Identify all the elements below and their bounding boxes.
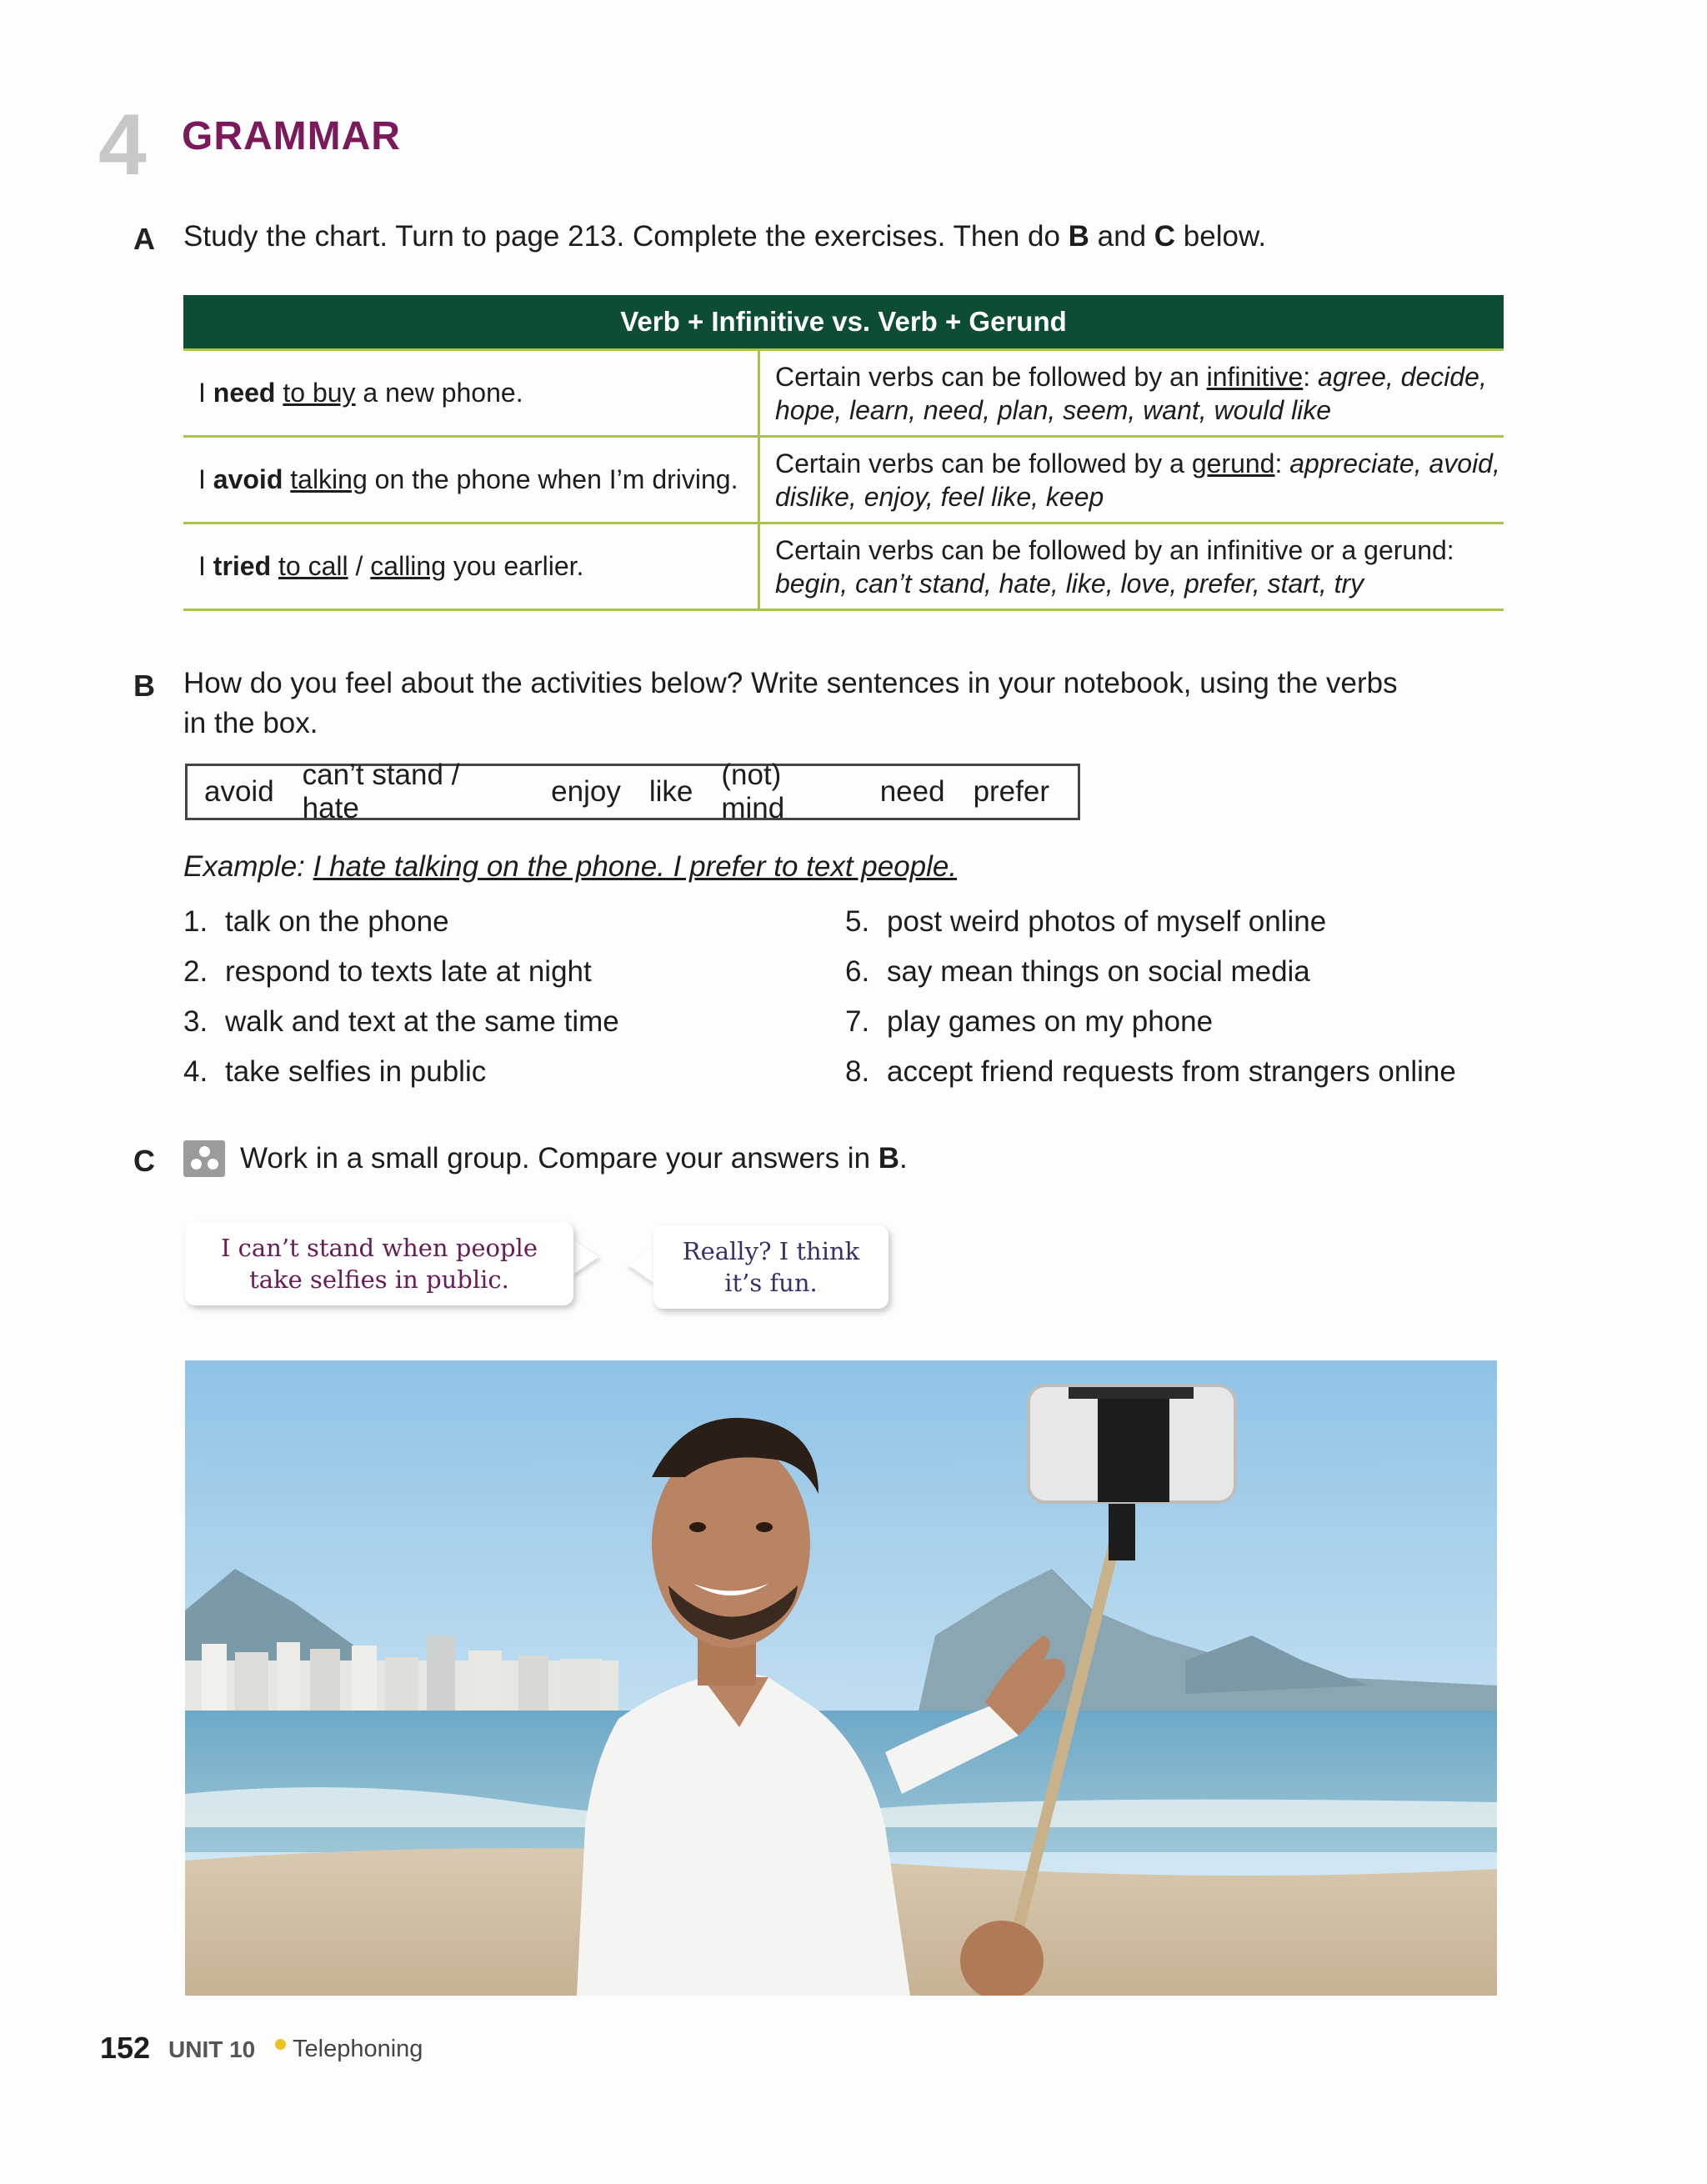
bold-b: B bbox=[1068, 220, 1089, 253]
verb: avoid bbox=[213, 464, 283, 494]
chart-example: I avoid talking on the phone when I’m driving. bbox=[183, 438, 760, 522]
group-work-icon bbox=[183, 1140, 225, 1177]
chart-row bbox=[183, 351, 1504, 438]
unit-label: UNIT 10 bbox=[168, 2036, 256, 2062]
list-item: 6. say mean things on social media bbox=[845, 955, 1310, 988]
list-item: 8. accept friend requests from strangers online bbox=[845, 1055, 1456, 1088]
chart-row bbox=[183, 524, 1504, 611]
list-item: 2. respond to texts late at night bbox=[183, 955, 592, 988]
underlined-form: talking bbox=[290, 464, 368, 494]
list-item: 5. post weird photos of myself online bbox=[845, 905, 1327, 938]
example-sentence bbox=[183, 850, 957, 884]
unit-topic: Telephoning bbox=[293, 2036, 423, 2062]
list-item: 3. walk and text at the same time bbox=[183, 1005, 619, 1038]
bullet-dot-icon bbox=[275, 2039, 286, 2050]
exercise-c-instructions bbox=[240, 1139, 908, 1179]
instruction-text: and bbox=[1089, 220, 1154, 253]
underlined-form: to call bbox=[278, 551, 348, 581]
bubble-line: I can’t stand when people bbox=[220, 1234, 538, 1262]
word-box-item: can’t stand / hate bbox=[302, 759, 460, 824]
verb: tried bbox=[213, 551, 272, 581]
page-number: 152 bbox=[100, 2031, 151, 2065]
instruction-text: below. bbox=[1175, 220, 1267, 253]
bubble-line: Really? I think bbox=[682, 1237, 860, 1265]
speech-bubble bbox=[653, 1225, 889, 1309]
exercise-letter-b: B bbox=[133, 669, 155, 703]
instruction-line: How do you feel about the activities below? Write sentences in your notebook, using the verbs bbox=[183, 667, 1398, 699]
list-item: 1. talk on the phone bbox=[183, 905, 449, 938]
section-number: 4 bbox=[98, 97, 147, 193]
verb-list: appreciate, avoid, dislike, enjoy, feel like, keep bbox=[775, 448, 1500, 512]
chart-note bbox=[760, 524, 1504, 609]
word-box-item: (not) mind bbox=[721, 759, 785, 824]
speech-bubble bbox=[185, 1222, 573, 1305]
instruction-text: Study the chart. Turn to page 213. Complete the exercises. Then do bbox=[183, 220, 1069, 253]
bold-c: C bbox=[1154, 220, 1176, 253]
exercise-a-instructions bbox=[183, 217, 1266, 257]
instruction-line: in the box. bbox=[183, 707, 318, 739]
bubble-line: it’s fun. bbox=[724, 1269, 818, 1297]
underlined-form: calling bbox=[370, 551, 446, 581]
chart-note: Certain verbs can be followed by a gerund: appreciate, avoid, dislike, enjoy, feel like, keep bbox=[775, 448, 1500, 512]
bold-b: B bbox=[878, 1142, 900, 1175]
underlined-term: infinitive bbox=[1206, 361, 1304, 392]
bubble-line: take selfies in public. bbox=[249, 1265, 509, 1294]
word-box bbox=[185, 759, 1080, 824]
section-title: GRAMMAR bbox=[182, 114, 401, 158]
selfie-beach-photo bbox=[185, 1360, 1497, 1996]
verb: need bbox=[213, 378, 276, 408]
word-box-item: prefer bbox=[973, 775, 1049, 808]
exercise-letter-a: A bbox=[133, 222, 155, 256]
verb-list: agree, decide, hope, learn, need, plan, seem, want, would like bbox=[775, 361, 1487, 425]
note-text: Certain verbs can be followed by an infinitive or a gerund: bbox=[775, 534, 1454, 565]
example-label: Example: bbox=[183, 850, 313, 883]
instruction-text: . bbox=[899, 1142, 908, 1175]
instruction-text: Work in a small group. Compare your answers in bbox=[240, 1142, 879, 1175]
bubble-tail bbox=[572, 1239, 598, 1275]
chart-title: Verb + Infinitive vs. Verb + Gerund bbox=[183, 295, 1504, 351]
word-box-item: avoid bbox=[204, 775, 274, 808]
verb-list: begin, can’t stand, hate, like, love, prefer, start, try bbox=[775, 568, 1364, 599]
list-item: 7. play games on my phone bbox=[845, 1005, 1214, 1038]
exercise-b-instructions bbox=[183, 664, 1398, 744]
underlined-term: gerund bbox=[1191, 448, 1275, 478]
word-box-item: need bbox=[879, 775, 945, 808]
bubble-tail bbox=[628, 1247, 655, 1284]
chart-example: I tried to call / calling you earlier. bbox=[183, 524, 760, 609]
list-item: 4. take selfies in public bbox=[183, 1055, 487, 1088]
example-text: I hate talking on the phone. I prefer to text people. bbox=[313, 850, 958, 883]
word-box-item: like bbox=[648, 775, 693, 808]
chart-note: Certain verbs can be followed by an infinitive: agree, decide, hope, learn, need, plan, seem, want, would like bbox=[775, 361, 1487, 425]
underlined-form: to buy bbox=[283, 378, 356, 408]
exercise-letter-c: C bbox=[133, 1144, 155, 1178]
chart-row bbox=[183, 438, 1504, 524]
word-box-item: enjoy bbox=[551, 775, 621, 808]
chart-example: I need to buy a new phone. bbox=[183, 351, 760, 435]
grammar-chart bbox=[183, 295, 1504, 611]
